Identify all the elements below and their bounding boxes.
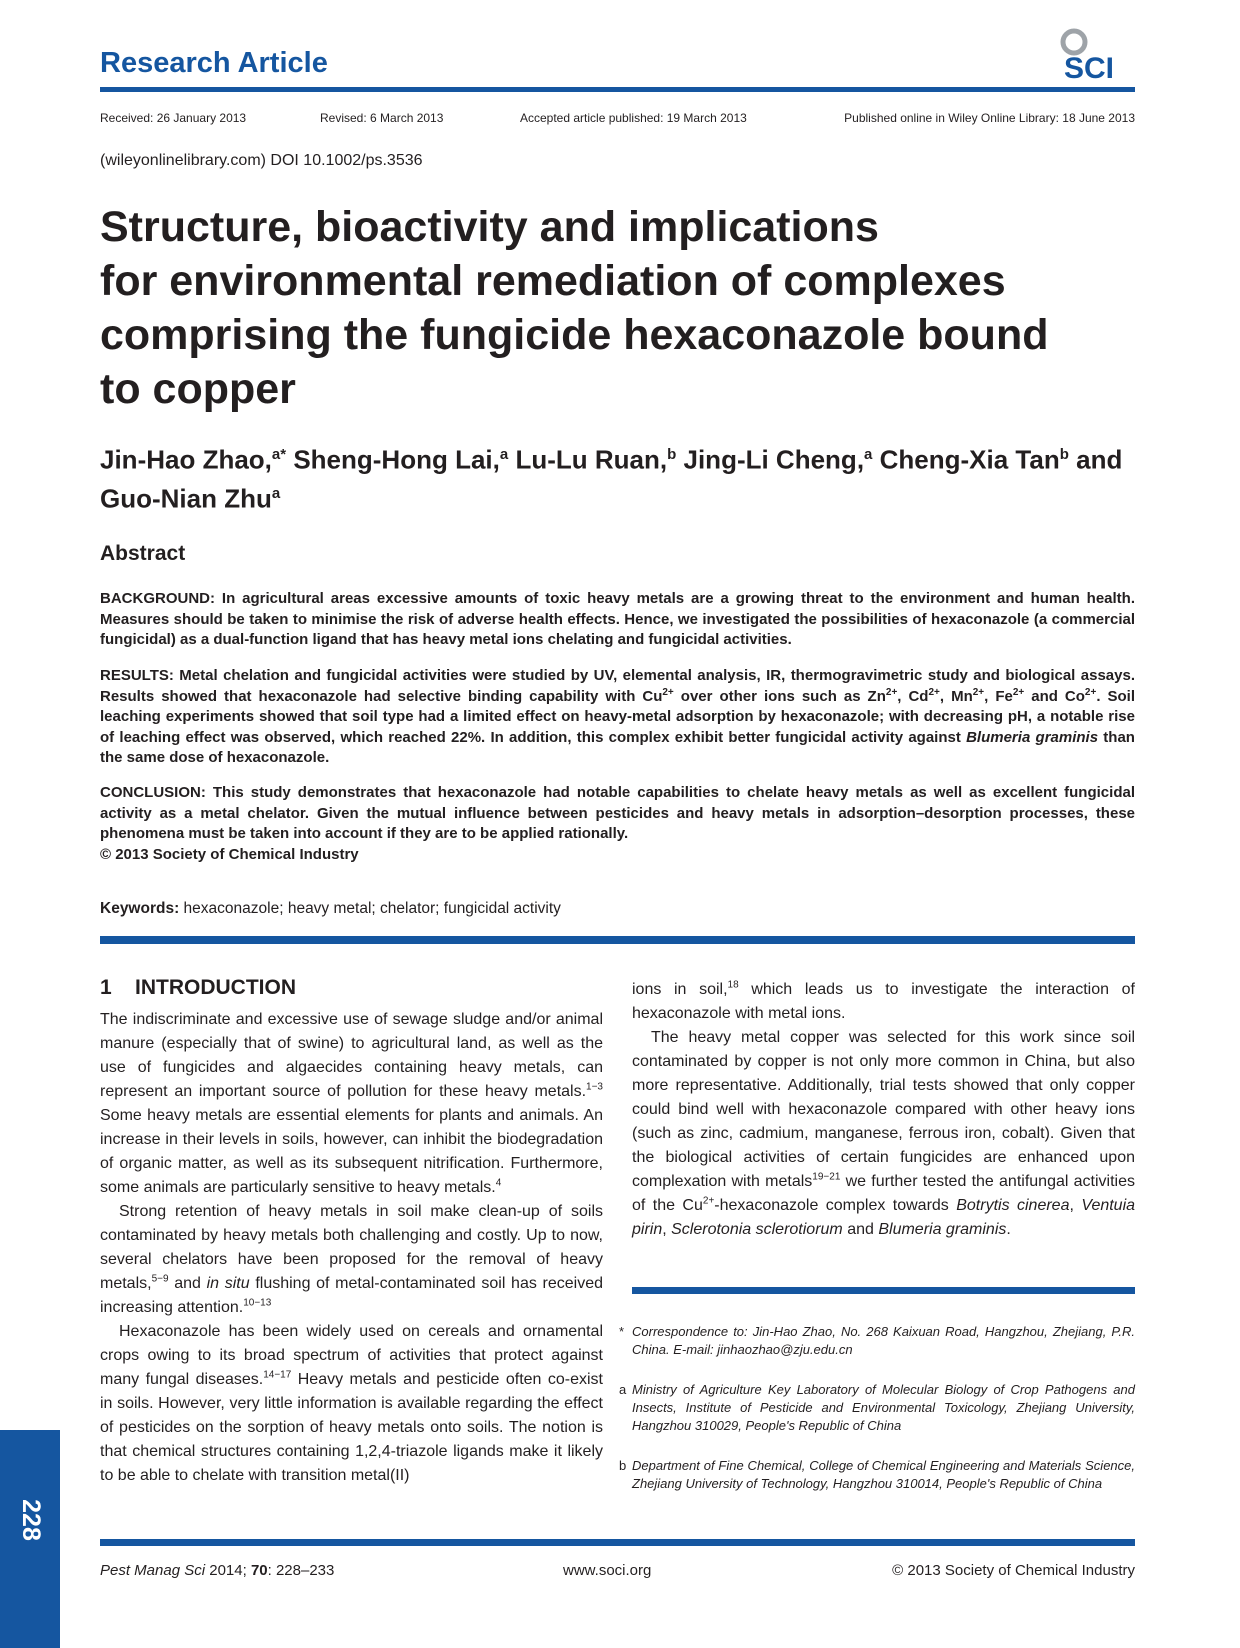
paragraph	[100, 1008, 603, 1200]
citation: 5−9	[151, 1273, 169, 1285]
conclusion-text: CONCLUSION: This study demonstrates that hexaconazole had notable capabilities to chelate heavy metals as well as excellent fungicidal activity as a metal chelator. Given the mutual influence between pesticides and heavy metals in adsorption–desorption processes, these phenomena must be taken into account if they are to be applied rationally.	[100, 784, 1135, 842]
footnote-mark: b	[619, 1458, 627, 1473]
results-text: over other ions such as Zn	[673, 687, 886, 705]
keywords-label: Keywords:	[100, 900, 180, 917]
author-affiliation-mark: b	[667, 446, 677, 463]
results-text: , Cd	[897, 687, 929, 705]
journal-citation	[100, 1562, 334, 1579]
author-name: Jing-Li Cheng,	[683, 444, 865, 475]
ion-charge: 2+	[972, 686, 985, 698]
footer-copyright: © 2013 Society of Chemical Industry	[892, 1562, 1135, 1579]
ion-charge: 2+	[1084, 686, 1097, 698]
paragraph-text: The indiscriminate and excessive use of sewage sludge and/or animal manure (especially that of swine) to agricultural land, as well as the use of fungicides and algaecides containing heavy metals, can represent an important source of pollution for these heavy metals.	[100, 1011, 603, 1100]
title-line-3: comprising the fungicide hexaconazole bound	[100, 311, 1049, 359]
paragraph-text: The heavy metal copper was selected for this work since soil contaminated by copper is not only more common in China, but also more representative. Additionally, trial tests showed that only copper could bind well with hexaconazole compared with other heavy ions (such as zinc, cadmium, manganese, ferrous iron, cobalt). Given that the biological activities of certain fungicides are enhanced upon complexation with metals	[632, 1029, 1135, 1190]
author-affiliation-mark: a	[864, 446, 873, 463]
page-number: 228	[17, 1499, 45, 1541]
revised-date: Revised: 6 March 2013	[320, 111, 444, 125]
author-name: Cheng-Xia Tan	[879, 444, 1060, 475]
separator: ,	[662, 1221, 672, 1238]
ion-charge: 2+	[702, 1195, 715, 1207]
abstract-results	[100, 666, 1135, 769]
ion-charge: 2+	[885, 686, 898, 698]
keywords	[100, 900, 561, 918]
body-column-right	[632, 978, 1135, 1242]
author-affiliation-mark: a	[499, 446, 509, 463]
paragraph-text: Heavy metals and pesticide often co-exist in soils. However, very little information is available regarding the effect of pesticides on the sorption of heavy metals onto soils. The notion is that chemical structures containing 1,2,4-triazole ligands make it likely to be able to chelate with transition metal(II)	[100, 1371, 603, 1484]
title-line-2: for environmental remediation of complexes	[100, 257, 1006, 305]
organism-name: Botrytis cinerea	[956, 1197, 1070, 1214]
accepted-date: Accepted article published: 19 March 2013	[520, 111, 747, 125]
paragraph-text: flushing of metal-contaminated soil has received increasing attention.	[100, 1275, 603, 1316]
paragraph	[632, 1026, 1135, 1242]
results-text: RESULTS: Metal chelation and fungicidal activities were studied by UV, elemental analysis, IR, thermogravimetric study and biological assays. Results showed that hexaconazole had selective binding capability with Cu	[100, 667, 1135, 705]
citation: 19−21	[812, 1171, 841, 1183]
paragraph-text: and	[168, 1275, 207, 1292]
paragraph	[100, 1200, 603, 1320]
header-label: Research Article	[100, 47, 328, 79]
paragraph-text: Some heavy metals are essential elements for plants and animals. An increase in their levels in soils, however, can inhibit the biodegradation of organic matter, as well as its subsequent nitrification. Furthermore, some animals are particularly sensitive to heavy metals.	[100, 1107, 603, 1196]
received-date: Received: 26 January 2013	[100, 111, 247, 125]
header-rule	[100, 87, 1135, 92]
article-title	[100, 200, 1160, 416]
paragraph	[632, 978, 1135, 1026]
abstract-heading: Abstract	[100, 542, 186, 565]
body-column-left	[100, 1008, 603, 1488]
paragraph-text: ions in soil,	[632, 981, 728, 998]
organism-name: Blumeria graminis	[878, 1221, 1007, 1238]
emphasis: in situ	[206, 1275, 250, 1292]
paragraph	[100, 1320, 603, 1488]
paragraph-text: Hexaconazole has been widely used on cereals and ornamental crops owing to its broad spectrum of activities that protect against many fungal diseases.	[100, 1323, 603, 1388]
affiliation-b	[619, 1457, 1135, 1493]
published-date: Published online in Wiley Online Library: 18 June 2013	[844, 111, 1135, 125]
author-name: Lu-Lu Ruan,	[515, 444, 668, 475]
organism-name: Sclerotonia sclerotiorum	[671, 1221, 843, 1238]
citation: 1−3	[586, 1081, 603, 1093]
author-affiliation-mark: b	[1059, 446, 1069, 463]
journal-name: Pest Manag Sci	[100, 1562, 206, 1579]
journal-pages: : 228–233	[267, 1562, 335, 1579]
footnote-text: Correspondence to: Jin-Hao Zhao, No. 268 Kaixuan Road, Hangzhou, Zhejiang, P.R. China. E-mail: jinhaozhao@zju.edu.cn	[632, 1324, 1135, 1357]
paragraph-text: which leads us to investigate the interaction of hexaconazole with metal ions.	[632, 981, 1136, 1022]
journal-year: 2014;	[205, 1562, 251, 1579]
citation: 10−13	[243, 1297, 272, 1309]
keywords-text: hexaconazole; heavy metal; chelator; fungicidal activity	[179, 900, 561, 917]
paragraph-text: Strong retention of heavy metals in soil make clean-up of soils contaminated by heavy metals both challenging and costly. Up to now, several chelators have been proposed for the removal of heavy metals,	[100, 1203, 603, 1292]
title-line-4: to copper	[100, 365, 296, 413]
author-name: Sheng-Hong Lai,	[293, 444, 500, 475]
logo-text: SCI	[1064, 52, 1115, 84]
paragraph-text: we further tested the antifungal activities of the Cu	[632, 1173, 1135, 1214]
footnote-text: Ministry of Agriculture Key Laboratory of Molecular Biology of Crop Pathogens and Insects, Institute of Pesticide and Environmental Toxicology, Zhejiang University, Hangzhou 310029, People's Republic of China	[632, 1382, 1135, 1433]
affiliation-a	[619, 1381, 1135, 1435]
author-name: Jin-Hao Zhao,	[100, 444, 272, 475]
website-link[interactable]: www.soci.org	[563, 1562, 652, 1579]
citation: 18	[727, 979, 739, 991]
ion-charge: 2+	[662, 686, 674, 698]
results-text: , Mn	[939, 687, 973, 705]
author-affiliation-mark: a*	[271, 446, 287, 463]
journal-volume: 70	[250, 1562, 268, 1579]
citation: 14−17	[263, 1369, 292, 1381]
ion-charge: 2+	[928, 686, 940, 698]
separator: and	[842, 1221, 879, 1238]
abstract-background: BACKGROUND: In agricultural areas excessive amounts of toxic heavy metals are a growing threat to the environment and human health. Measures should be taken to minimise the risk of adverse health effects. Hence, we investigated the possibilities of hexaconazole (a commercial fungicidal) as a dual-function ligand that has heavy metal ions chelating and fungicidal activities.	[100, 590, 1135, 648]
results-text: , Fe	[984, 687, 1013, 705]
results-text: and Co	[1024, 687, 1085, 705]
author-name: and Guo-Nian Zhu	[100, 444, 1123, 514]
abstract-conclusion	[100, 783, 1135, 865]
paragraph-text: -hexaconazole complex towards	[714, 1197, 957, 1214]
organism-name: Blumeria graminis	[966, 728, 1099, 746]
results-text: than the same dose of hexaconazole.	[100, 728, 1135, 766]
footnote-mark: a	[619, 1382, 627, 1397]
footnote-rule	[632, 1287, 1135, 1294]
author-affiliation-mark: a	[271, 484, 281, 502]
section-rule	[100, 936, 1135, 944]
footer-rule	[100, 1539, 1135, 1546]
separator: ,	[1069, 1197, 1082, 1214]
sci-logo-icon	[1056, 26, 1136, 84]
ion-charge: 2+	[1012, 686, 1025, 698]
abstract-copyright: © 2013 Society of Chemical Industry	[100, 845, 359, 863]
citation: 4	[495, 1177, 502, 1189]
organism-name: Ventuia pirin	[632, 1197, 1136, 1238]
section-heading-introduction: 1 INTRODUCTION	[100, 976, 297, 999]
footnote-text: Department of Fine Chemical, College of Chemical Engineering and Materials Science, Zhejiang University of Technology, Hangzhou 310014, People's Republic of China	[632, 1458, 1135, 1491]
doi-line: (wileyonlinelibrary.com) DOI 10.1002/ps.3536	[100, 152, 423, 169]
separator: .	[1006, 1221, 1011, 1238]
author-list	[100, 438, 1150, 515]
footnote-mark: *	[619, 1324, 625, 1339]
title-line-1: Structure, bioactivity and implications	[100, 203, 879, 251]
correspondence-note	[619, 1323, 1135, 1359]
results-text: . Soil leaching experiments showed that soil type had a limited effect on heavy-metal adsorption by hexaconazole; with decreasing pH, a notable rise of leaching effect was observed, which reached 22%. In addition, this complex exhibit better fungicidal activity against	[100, 687, 1136, 746]
